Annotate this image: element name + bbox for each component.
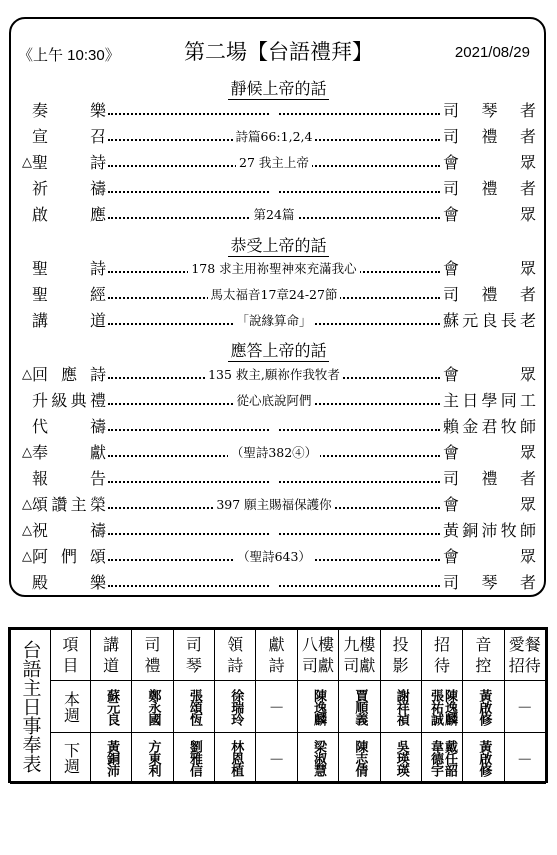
leader-dots bbox=[106, 570, 442, 596]
order-item-detail: 178 求主用祢聖神來充滿我心 bbox=[188, 261, 359, 276]
congregation-stand-mark bbox=[22, 466, 32, 492]
duty-column-header: 九樓司獻 bbox=[339, 630, 380, 681]
order-item-name: 講 道 bbox=[32, 311, 106, 330]
duty-cell: 蘇元良 bbox=[91, 681, 132, 733]
leader-dots bbox=[106, 98, 442, 124]
duty-column-header: 投影 bbox=[380, 630, 421, 681]
order-item-label bbox=[22, 570, 106, 596]
order-item-name: 報 告 bbox=[32, 469, 106, 488]
congregation-stand-mark bbox=[22, 308, 32, 334]
order-item-name: 奉 獻 bbox=[32, 443, 106, 462]
leader-dots bbox=[106, 518, 442, 544]
duty-cell: － bbox=[256, 733, 297, 784]
order-item-detail bbox=[271, 419, 277, 434]
duty-column-header: 招待 bbox=[421, 630, 462, 681]
section-heading-1: 靜候上帝的話 bbox=[230, 79, 327, 98]
order-item bbox=[22, 570, 536, 596]
duty-table bbox=[8, 627, 548, 783]
duty-cell: 林恩植 bbox=[215, 733, 256, 784]
order-item-detail bbox=[271, 471, 277, 486]
duty-table-header-row bbox=[11, 630, 546, 681]
order-item bbox=[22, 176, 536, 202]
week-label: 下週 bbox=[51, 733, 91, 784]
duty-cell: 陳逸麟 張祐誠 bbox=[421, 681, 462, 733]
order-item bbox=[22, 124, 536, 150]
duty-column-header: 獻詩 bbox=[256, 630, 297, 681]
order-item-label bbox=[22, 98, 106, 124]
congregation-stand-mark: △ bbox=[22, 155, 32, 170]
leader-dots bbox=[106, 492, 442, 518]
duty-cell: 陳逸麟 bbox=[297, 681, 338, 733]
congregation-stand-mark: △ bbox=[22, 497, 32, 512]
order-item-label bbox=[22, 256, 106, 282]
order-item-leader: 會 眾 bbox=[443, 153, 536, 172]
order-item-label bbox=[22, 544, 106, 570]
order-item-detail: 馬太福音17章24-27節 bbox=[208, 287, 341, 302]
congregation-stand-mark bbox=[22, 414, 32, 440]
page-title: 第二場【台語禮拜】 bbox=[184, 40, 373, 64]
duty-cell: 黃銅沛 bbox=[91, 733, 132, 784]
duty-column-header: 領詩 bbox=[215, 630, 256, 681]
order-item-name: 代 禱 bbox=[32, 417, 106, 436]
duty-cell: 謝祥禎 bbox=[380, 681, 421, 733]
order-item-leader: 主 日 學 同 工 bbox=[443, 391, 536, 410]
order-item-label bbox=[22, 518, 106, 544]
order-item-detail: 397 願主賜福保護你 bbox=[213, 497, 334, 512]
order-item-name: 聖 詩 bbox=[32, 259, 106, 278]
order-item bbox=[22, 282, 536, 308]
duty-cell: － bbox=[256, 681, 297, 733]
order-item bbox=[22, 150, 536, 176]
order-item-name: 升 級 典 禮 bbox=[32, 391, 106, 410]
order-item-leader: 會 眾 bbox=[443, 495, 536, 514]
order-item-leader: 會 眾 bbox=[443, 547, 536, 566]
duty-table-corner: 項目 bbox=[51, 630, 91, 681]
duty-cell: 黃啟修 bbox=[463, 681, 504, 733]
order-item-leader: 黃 銅 沛 牧 師 bbox=[443, 521, 536, 540]
order-item-leader: 司 禮 者 bbox=[443, 127, 536, 146]
leader-dots bbox=[106, 202, 442, 228]
leader-dots bbox=[106, 176, 442, 202]
order-item-detail: 從心底說阿們 bbox=[233, 393, 314, 408]
order-item-leader: 會 眾 bbox=[443, 365, 536, 384]
service-date: 2021/08/29 bbox=[454, 44, 530, 61]
duty-cell: 吳瑛瑛 bbox=[380, 733, 421, 784]
order-item-leader: 蘇 元 良 長 老 bbox=[443, 311, 536, 330]
order-item-label bbox=[22, 388, 106, 414]
duty-column-header: 音控 bbox=[463, 630, 504, 681]
order-item bbox=[22, 98, 536, 124]
order-item-name: 祝 禱 bbox=[32, 521, 106, 540]
service-time: 《上午 10:30》 bbox=[18, 47, 120, 64]
order-item bbox=[22, 414, 536, 440]
congregation-stand-mark bbox=[22, 388, 32, 414]
order-item-detail bbox=[271, 575, 277, 590]
duty-cell: 張頌恆 bbox=[173, 681, 214, 733]
order-item-label bbox=[22, 466, 106, 492]
order-item-label bbox=[22, 308, 106, 334]
duty-column-header: 司禮 bbox=[132, 630, 173, 681]
order-item-leader: 司 琴 者 bbox=[443, 573, 536, 592]
duty-column-header: 八樓司獻 bbox=[297, 630, 338, 681]
order-item-label bbox=[22, 282, 106, 308]
congregation-stand-mark: △ bbox=[22, 549, 32, 564]
order-item-leader: 會 眾 bbox=[443, 259, 536, 278]
duty-cell: 戴任韶 韋德宇 bbox=[421, 733, 462, 784]
congregation-stand-mark: △ bbox=[22, 523, 32, 538]
order-item bbox=[22, 362, 536, 388]
order-item-leader: 會 眾 bbox=[443, 205, 536, 224]
duty-row-next-week bbox=[11, 733, 546, 784]
section-heading-3: 應答上帝的話 bbox=[230, 341, 327, 360]
leader-dots bbox=[106, 440, 442, 466]
order-item-detail: 「說緣算命」 bbox=[233, 313, 314, 328]
order-item-detail: 135 救主,願祢作我牧者 bbox=[205, 367, 343, 382]
leader-dots bbox=[106, 544, 442, 570]
order-item bbox=[22, 256, 536, 282]
order-item-label bbox=[22, 202, 106, 228]
order-item-name: 宣 召 bbox=[32, 127, 106, 146]
week-label: 本週 bbox=[51, 681, 91, 733]
duty-cell: 梁淑慧 bbox=[297, 733, 338, 784]
order-item bbox=[22, 544, 536, 570]
order-item-leader: 司 禮 者 bbox=[443, 469, 536, 488]
duty-cell: 方東利 bbox=[132, 733, 173, 784]
order-item-detail: （聖詩382④） bbox=[228, 445, 320, 460]
leader-dots bbox=[106, 362, 442, 388]
duty-cell: 賈順義 bbox=[339, 681, 380, 733]
leader-dots bbox=[106, 150, 442, 176]
duty-cell: 劉雅信 bbox=[173, 733, 214, 784]
leader-dots bbox=[106, 282, 442, 308]
congregation-stand-mark bbox=[22, 176, 32, 202]
order-item-label bbox=[22, 492, 106, 518]
order-item-detail: 27 我主上帝 bbox=[236, 155, 312, 170]
order-item-label bbox=[22, 176, 106, 202]
order-item-label bbox=[22, 414, 106, 440]
congregation-stand-mark bbox=[22, 202, 32, 228]
duty-cell: 黃啟修 bbox=[463, 733, 504, 784]
duty-table-title: 台語主日事奉表 bbox=[11, 630, 51, 784]
order-item-name: 聖 經 bbox=[32, 285, 106, 304]
duty-cell: 鄭永國 bbox=[132, 681, 173, 733]
leader-dots bbox=[106, 388, 442, 414]
order-item bbox=[22, 440, 536, 466]
order-item-detail bbox=[271, 181, 277, 196]
duty-column-header: 愛餐招待 bbox=[504, 630, 545, 681]
order-item-name: 祈 禱 bbox=[32, 179, 106, 198]
leader-dots bbox=[106, 308, 442, 334]
duty-cell: － bbox=[504, 681, 545, 733]
duty-cell: 徐瑞玲 bbox=[215, 681, 256, 733]
order-item-leader: 賴 金 君 牧 師 bbox=[443, 417, 536, 436]
leader-dots bbox=[106, 124, 442, 150]
order-item-name: 頌 讚 主 榮 bbox=[32, 495, 106, 514]
leader-dots bbox=[106, 414, 442, 440]
congregation-stand-mark bbox=[22, 98, 32, 124]
duty-row-this-week bbox=[11, 681, 546, 733]
order-item-detail: 第24篇 bbox=[251, 207, 298, 222]
order-item-leader: 會 眾 bbox=[443, 443, 536, 462]
order-item bbox=[22, 308, 536, 334]
order-item-name: 殿 樂 bbox=[32, 573, 106, 592]
order-item-label bbox=[22, 362, 106, 388]
order-item-detail bbox=[271, 103, 277, 118]
order-item bbox=[22, 492, 536, 518]
congregation-stand-mark: △ bbox=[22, 367, 32, 382]
order-item-leader: 司 禮 者 bbox=[443, 179, 536, 198]
order-item-name: 回 應 詩 bbox=[32, 365, 106, 384]
section-heading-2: 恭受上帝的話 bbox=[230, 236, 327, 255]
order-item-detail: 詩篇66:1,2,4 bbox=[233, 129, 316, 144]
congregation-stand-mark bbox=[22, 282, 32, 308]
order-item bbox=[22, 518, 536, 544]
congregation-stand-mark bbox=[22, 124, 32, 150]
congregation-stand-mark bbox=[22, 570, 32, 596]
congregation-stand-mark bbox=[22, 256, 32, 282]
order-item-name: 奏 樂 bbox=[32, 101, 106, 120]
order-item-leader: 司 禮 者 bbox=[443, 285, 536, 304]
duty-column-header: 司琴 bbox=[173, 630, 214, 681]
order-item bbox=[22, 388, 536, 414]
order-item-name: 啟 應 bbox=[32, 205, 106, 224]
duty-column-header: 講道 bbox=[91, 630, 132, 681]
duty-cell: － bbox=[504, 733, 545, 784]
order-item-name: 阿 們 頌 bbox=[32, 547, 106, 566]
order-item-label bbox=[22, 150, 106, 176]
order-item-label bbox=[22, 440, 106, 466]
order-item-detail bbox=[271, 523, 277, 538]
order-item-label bbox=[22, 124, 106, 150]
congregation-stand-mark: △ bbox=[22, 445, 32, 460]
order-item bbox=[22, 466, 536, 492]
order-item bbox=[22, 202, 536, 228]
duty-cell: 陳志倩 bbox=[339, 733, 380, 784]
order-item-leader: 司 琴 者 bbox=[443, 101, 536, 120]
leader-dots bbox=[106, 466, 442, 492]
order-item-name: 聖 詩 bbox=[32, 153, 106, 172]
leader-dots bbox=[106, 256, 442, 282]
order-item-detail: （聖詩643） bbox=[234, 549, 314, 564]
